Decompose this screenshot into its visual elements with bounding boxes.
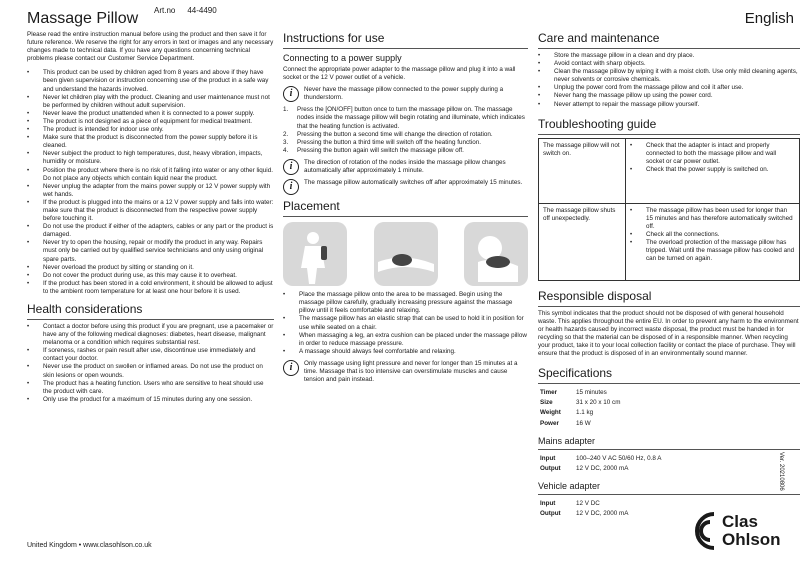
list-item: • Check that the adapter is intact and properly connected to both the massage pillow and wall socket or car power outlet. (630, 142, 795, 166)
step-number: 3. (283, 138, 289, 146)
note-rotation (283, 159, 528, 175)
logo-line2: Ohlson (722, 530, 781, 549)
list-item: • The product is not designed as a piece of equipment for medical treatment. (27, 118, 274, 126)
list-item: • Store the massage pillow in a clean and dry place. (538, 52, 800, 60)
list-item: • The overload protection of the massage pillow has tripped. Wait until the massage pillow has cooled and can be turned on again. (630, 239, 795, 263)
list-item: • The massage pillow has an elastic strap that can be used to hold it in position for use while seated on a chair. (283, 315, 528, 331)
info-icon: i (283, 360, 299, 376)
spec-value: 15 minutes (576, 389, 607, 397)
spec-row (540, 389, 620, 397)
step-item (283, 131, 528, 139)
divider (283, 48, 528, 49)
divider (538, 48, 800, 49)
info-icon: i (283, 159, 299, 175)
note-text: The massage pillow automatically switches off after approximately 15 minutes. (304, 179, 523, 187)
list-item: • Position the product where there is no risk of it falling into water or any other liquid. Do not place any objects which contain liquid near the product. (27, 167, 274, 183)
step-number: 1. (283, 106, 289, 114)
spec-row (540, 409, 620, 417)
placement-image-neck (464, 222, 528, 286)
list-item: • Never let children play with the product. Cleaning and user maintenance must not be performed by children without adult supervision. (27, 94, 274, 110)
step-item (283, 147, 528, 155)
care-heading: Care and maintenance (538, 31, 660, 45)
footer-text: United Kingdom • www.clasohlson.co.uk (27, 542, 152, 549)
list-item: • Clean the massage pillow by wiping it with a moist cloth. Use only mild cleaning agents, never solvents or corrosive chemicals. (538, 68, 800, 84)
spec-row (540, 420, 620, 428)
list-item: • If the product is plugged into the mains or a 12 V power supply and falls into water: make sure that the product is disconnected from the respective power supply before touching it. (27, 199, 274, 223)
placement-image-leg (374, 222, 438, 286)
spec-key: Size (540, 399, 553, 407)
spec-row (540, 455, 661, 463)
list-item: • Avoid contact with sharp objects. (538, 60, 800, 68)
step-item (283, 139, 528, 147)
divider (538, 383, 800, 384)
logo-mark-icon (694, 510, 718, 552)
care-list (538, 52, 800, 109)
column-safety (27, 31, 274, 404)
safety-list (27, 69, 274, 296)
list-item: • When massaging a leg, an extra cushion can be placed under the massage pillow in order to reduce massage pressure. (283, 332, 528, 348)
column-care (538, 31, 800, 520)
connect-subheading: Connecting to a power supply (283, 53, 402, 63)
spec-key: Weight (540, 409, 561, 417)
list-item: • Never attempt to repair the massage pillow yourself. (538, 101, 800, 109)
list-item: • The massage pillow has been used for longer than 15 minutes and has therefore automatically switched off. (630, 207, 795, 231)
problem-cell: The massage pillow will not switch on. (539, 138, 626, 203)
list-item: • Never overload the product by sitting or standing on it. (27, 264, 274, 272)
spec-value: 100–240 V AC 50/60 Hz, 0.8 A (576, 454, 662, 462)
connect-text: Connect the appropriate power adapter to the massage pillow and plug it into a wall socket or the 12 V power outlet of a vehicle. (283, 66, 516, 82)
step-text: Pressing the button again will switch the massage pillow off. (297, 146, 464, 154)
note-thunderstorm (283, 86, 528, 102)
table-row (539, 203, 800, 280)
spec-value: 12 V DC, 2000 mA (576, 509, 629, 517)
solution-cell (626, 138, 800, 203)
list-item: • Never use the product on swollen or inflamed areas. Do not use the product on skin lesions or open wounds. (27, 363, 274, 379)
info-icon: i (283, 86, 299, 102)
step-text: Pressing the button a third time will switch off the heating function. (297, 138, 481, 146)
intro-text: Please read the entire instruction manual before using the product and then save it for future reference. We reserve the right for any errors in text or images and any necessary changes made to technical data. If you have any questions concerning technical problems please contact our Customer Service Department. (27, 31, 274, 63)
spec-value: 12 V DC, 2000 mA (576, 464, 629, 472)
spec-row (540, 399, 620, 407)
vehicle-heading: Vehicle adapter (538, 480, 601, 491)
placement-images (283, 222, 528, 286)
placement-image-back (283, 222, 347, 286)
info-icon: i (283, 179, 299, 195)
list-item: • Never hang the massage pillow up using the power cord. (538, 92, 800, 100)
language-label: English (744, 10, 794, 27)
spec-row (540, 465, 661, 473)
column-instructions (283, 31, 528, 388)
spec-value: 1.1 kg (576, 409, 594, 417)
problem-cell: The massage pillow shuts off unexpectedly. (539, 203, 626, 280)
step-text: Pressing the button a second time will change the direction of rotation. (297, 130, 493, 138)
artno-label: Art.no (154, 6, 176, 15)
disposal-heading: Responsible disposal (538, 288, 652, 303)
placement-heading: Placement (283, 199, 340, 214)
steps-list (283, 106, 528, 155)
note-text: Never have the massage pillow connected to the power supply during a thunderstorm. (304, 86, 504, 102)
list-item: • If soreness, rashes or pain result after use, discontinue use immediately and contact your doctor. (27, 347, 274, 363)
list-item: • The product is intended for indoor use only. (27, 126, 274, 134)
specifications-heading: Specifications (538, 366, 613, 381)
logo-line1: Clas (722, 512, 758, 531)
list-item: • Check all the connections. (630, 231, 795, 239)
spec-key: Power (540, 419, 559, 427)
divider (538, 449, 800, 450)
spec-key: Timer (540, 389, 558, 397)
note-text: Only massage using light pressure and never for longer than 15 minutes at a time. Massage that is too intensive can overstimulate muscles and cause tension and pain instead. (304, 359, 518, 384)
clas-ohlson-logo (694, 510, 781, 552)
article-number (154, 6, 217, 15)
list-item: • Place the massage pillow onto the area to be massaged. Begin using the massage pillow carefully, gradually increasing pressure against the massage pillow until it feels comfortable and relaxing. (283, 291, 528, 315)
mains-heading: Mains adapter (538, 435, 596, 446)
list-item: • A massage should always feel comfortable and relaxing. (283, 348, 528, 356)
step-text: Press the [ON/OFF] button once to turn the massage pillow on. The massage nodes inside the massage pillow will begin rotating and illuminate, which indicates that the heating function is activated. (297, 106, 525, 130)
list-item: • Make sure that the product is disconnected from the power supply before it is cleaned. (27, 134, 274, 150)
spec-table (538, 387, 622, 429)
table-row (539, 138, 800, 203)
spec-key: Output (540, 464, 561, 472)
version-text: Ver. 20210806 (778, 452, 784, 491)
spec-row (540, 510, 629, 518)
list-item: • Unplug the power cord from the massage pillow and coil it after use. (538, 84, 800, 92)
troubleshooting-heading: Troubleshooting guide (538, 116, 657, 131)
vehicle-table (538, 498, 631, 520)
spec-key: Input (540, 499, 556, 507)
list-item: • Only use the product for a maximum of 15 minutes during any one session. (27, 396, 274, 404)
spec-value: 12 V DC (576, 499, 600, 507)
disposal-text: This symbol indicates that the product should not be disposed of with general household waste. This applies throughout the entire EU. In order to prevent any harm to the environment or health hazards caused by incorrect waste disposal, the product must be handed in for recycling so that the material can be disposed of in a responsible manner. When recycling your product, take it to your local collection facility or contact the place of purchase. They will ensure that the product is disposed of in an environmentally sound manner. (538, 309, 799, 358)
artno-value: 44-4490 (187, 6, 217, 15)
logo-text (722, 513, 781, 549)
list-item: • Never try to open the housing, repair or modify the product in any way. Repairs must only be carried out by qualified service technicians and only using original spare parts. (27, 239, 274, 263)
list-item: • Never leave the product unattended when it is connected to a power supply. (27, 110, 274, 118)
spec-value: 31 x 20 x 10 cm (576, 399, 621, 407)
spec-row (540, 500, 629, 508)
divider (538, 494, 800, 495)
list-item: • Check that the power supply is switched on. (630, 166, 795, 174)
instructions-heading: Instructions for use (283, 31, 385, 45)
mains-table (538, 453, 663, 475)
list-item: • This product can be used by children aged from 8 years and above if they have been given supervision or instruction concerning use of the product in a safe way and understand the hazards involved. (27, 69, 274, 93)
spec-key: Output (540, 509, 561, 517)
list-item: • Do not use the product if either of the adapters, cables or any part or the product is damaged. (27, 223, 274, 239)
health-list (27, 323, 274, 404)
list-item: • The product has a heating function. Users who are sensitive to heat should use the product with care. (27, 380, 274, 396)
list-item: • Never unplug the adapter from the mains power supply or 12 V power supply with wet hands. (27, 183, 274, 199)
divider (283, 216, 528, 217)
list-item: • Contact a doctor before using this product if you are pregnant, use a pacemaker or have any of the following medical diagnoses: diabetes, heart disease, malignant melanoma or a condition which requires substantial rest. (27, 323, 274, 347)
note-autooff (283, 179, 528, 195)
health-heading: Health considerations (27, 302, 143, 316)
solution-cell (626, 203, 800, 280)
step-number: 4. (283, 146, 289, 154)
product-title: Massage Pillow (27, 10, 139, 27)
spec-value: 16 W (576, 419, 591, 427)
list-item: • Never subject the product to high temperatures, dust, heavy vibration, impacts, humidity or moisture. (27, 150, 274, 166)
divider (538, 134, 800, 135)
divider (27, 319, 274, 320)
step-item (283, 106, 528, 130)
list-item: • Do not cover the product during use, as this may cause it to overheat. (27, 272, 274, 280)
troubleshooting-table (538, 138, 800, 281)
note-pressure (283, 360, 528, 384)
divider (538, 306, 800, 307)
spec-key: Input (540, 454, 556, 462)
note-text: The direction of rotation of the nodes inside the massage pillow changes automatically after approximately 1 minute. (304, 158, 506, 175)
step-number: 2. (283, 130, 289, 138)
placement-list (283, 291, 528, 356)
list-item: • If the product has been stored in a cold environment, it should be allowed to adjust to the ambient room temperature for at least one hour before it is used. (27, 280, 274, 296)
